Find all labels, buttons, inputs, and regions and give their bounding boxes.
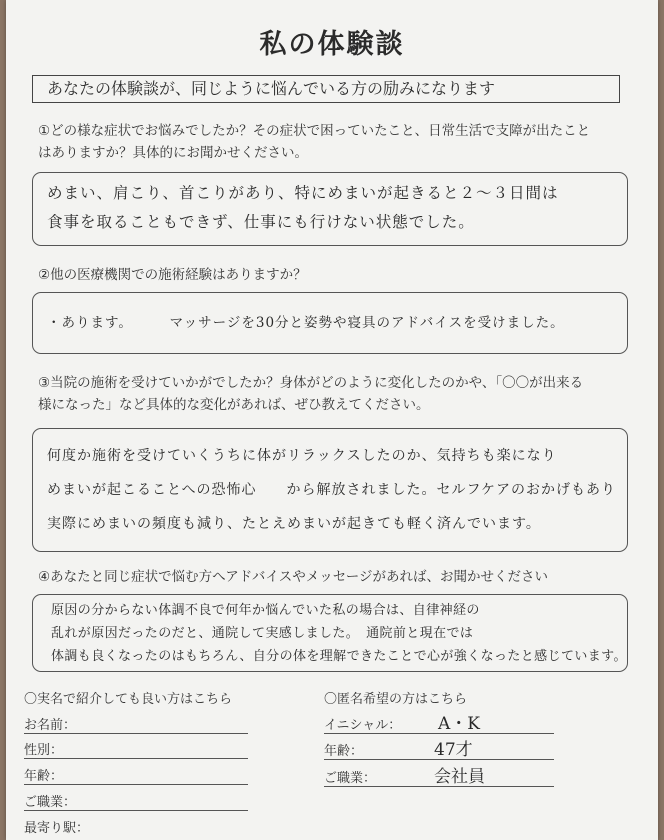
anonymous-header: 〇匿名希望の方はこちら — [324, 692, 468, 707]
name-label: お名前： — [24, 718, 77, 733]
question-4: ④あなたと同じ症状で悩む方へアドバイスやメッセージがあれば、お聞かせください — [38, 569, 548, 585]
gender-underline — [24, 758, 248, 759]
age-label: 年齢： — [24, 769, 64, 784]
question-2: ②他の医療機関での施術経験はありますか？ — [38, 267, 307, 283]
question-1-line-2: はありますか？具体的にお聞かせください。 — [38, 145, 308, 161]
answer-1-box — [32, 172, 628, 246]
answer-3-box — [32, 428, 628, 552]
station-label: 最寄り駅： — [24, 821, 90, 836]
question-3 — [38, 372, 628, 416]
anon-age-label: 年齢： — [324, 744, 364, 759]
question-3-line-1: ③当院の施術を受けていかがでしたか？身体がどのように変化したのかや、「〇〇が出来る — [38, 375, 584, 391]
anon-age-value: 47才 — [434, 740, 473, 760]
real-name-header: 〇実名で紹介しても良い方はこちら — [24, 692, 233, 707]
answer-3-line-1: 何度か施術を受けていくうちに体がリラックスしたのか、気持ちも楽になり — [47, 448, 557, 464]
initial-underline — [324, 733, 554, 734]
anon-job-label: ご職業： — [324, 771, 377, 786]
job-underline — [24, 810, 248, 811]
answer-1-line-2: 食事を取ることもできず、仕事にも行けない状態でした。 — [47, 213, 475, 231]
answer-4-line-2: 乱れが原因だったのだと、通院して実感しました。 通院前と現在では — [51, 626, 474, 641]
answer-4-box — [32, 594, 628, 672]
question-1 — [38, 120, 628, 164]
anon-age-underline — [324, 759, 554, 760]
page-title: 私の体験談 — [259, 29, 405, 60]
age-underline — [24, 784, 248, 785]
answer-1-line-1: めまい、肩こり、首こりがあり、特にめまいが起きると２～３日間は — [47, 184, 559, 202]
gender-label: 性別： — [24, 743, 64, 758]
job-label: ご職業： — [24, 795, 77, 810]
subtitle-banner: あなたの体験談が、同じように悩んでいる方の励みになります — [32, 75, 620, 103]
answer-3-line-2: めまいが起こることへの恐怖心 から解放されました。セルフケアのおかげもあり — [47, 482, 617, 498]
question-3-line-2: 様になった」など具体的な変化があれば、ぜひ教えてください。 — [38, 397, 430, 413]
answer-2-box — [32, 292, 628, 354]
initial-label: イニシャル： — [324, 718, 402, 733]
survey-sheet — [6, 0, 658, 840]
answer-2-line-1: ・あります。 マッサージを30分と姿勢や寝具のアドバイスを受けました。 — [47, 315, 565, 331]
answer-3-line-3: 実際にめまいの頻度も減り、たとえめまいが起きても軽く済んでいます。 — [47, 516, 541, 532]
anon-job-underline — [324, 786, 554, 787]
initial-value: A・K — [438, 714, 480, 734]
name-underline — [24, 733, 248, 734]
anon-job-value: 会社員 — [434, 767, 485, 787]
answer-4-line-1: 原因の分からない体調不良で何年か悩んでいた私の場合は、自律神経の — [51, 603, 480, 618]
question-1-line-1: ①どの様な症状でお悩みでしたか？その症状で困っていたこと、日常生活で支障が出たこと — [38, 123, 591, 139]
answer-4-line-3: 体調も良くなったのはもちろん、自分の体を理解できたことで心が強くなったと感じています。 — [51, 649, 627, 664]
